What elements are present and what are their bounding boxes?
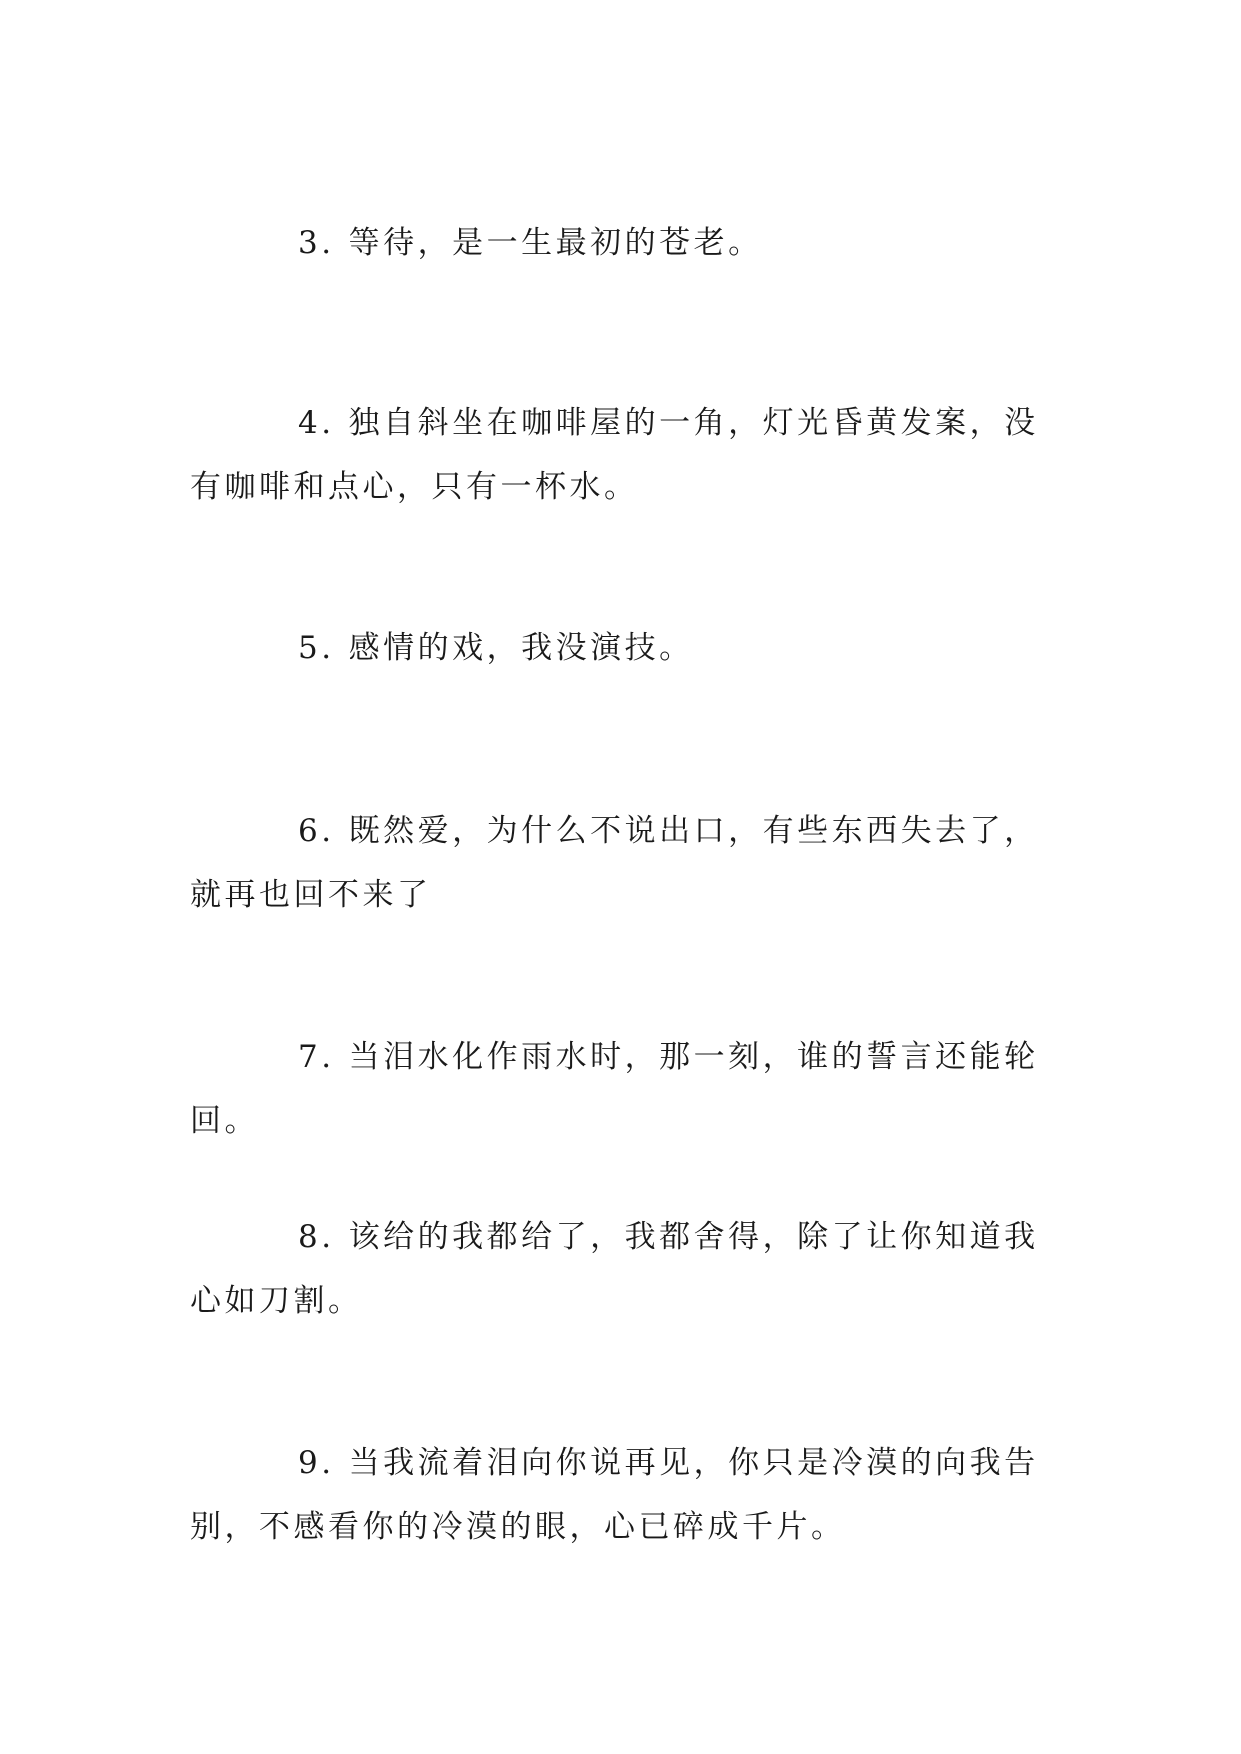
list-item (190, 1431, 1060, 1559)
list-item (190, 799, 1060, 927)
item-text: 该给的我都给了，我都舍得，除了让你知道我心如刀割。 (190, 1219, 1039, 1319)
item-text: 等待，是一生最初的苍老。 (348, 225, 763, 261)
item-number: 3. (298, 225, 335, 261)
list-item (190, 1205, 1060, 1333)
list-item (190, 1025, 1060, 1153)
item-number: 7. (298, 1039, 335, 1075)
item-text: 独自斜坐在咖啡屋的一角，灯光昏黄发案，没有咖啡和点心，只有一杯水。 (190, 405, 1039, 505)
item-number: 4. (298, 405, 335, 441)
item-number: 5. (298, 630, 335, 666)
list-item (190, 211, 1060, 275)
item-number: 8. (298, 1219, 335, 1255)
item-text: 当我流着泪向你说再见，你只是冷漠的向我告别，不感看你的冷漠的眼，心已碎成千片。 (190, 1445, 1039, 1545)
list-item (190, 616, 1060, 680)
item-number: 9. (298, 1445, 335, 1481)
item-text: 既然爱，为什么不说出口，有些东西失去了，就再也回不来了 (190, 813, 1039, 913)
list-item (190, 391, 1060, 519)
item-number: 6. (298, 813, 335, 849)
item-text: 当泪水化作雨水时，那一刻，谁的誓言还能轮回。 (190, 1039, 1039, 1139)
item-text: 感情的戏，我没演技。 (348, 630, 694, 666)
